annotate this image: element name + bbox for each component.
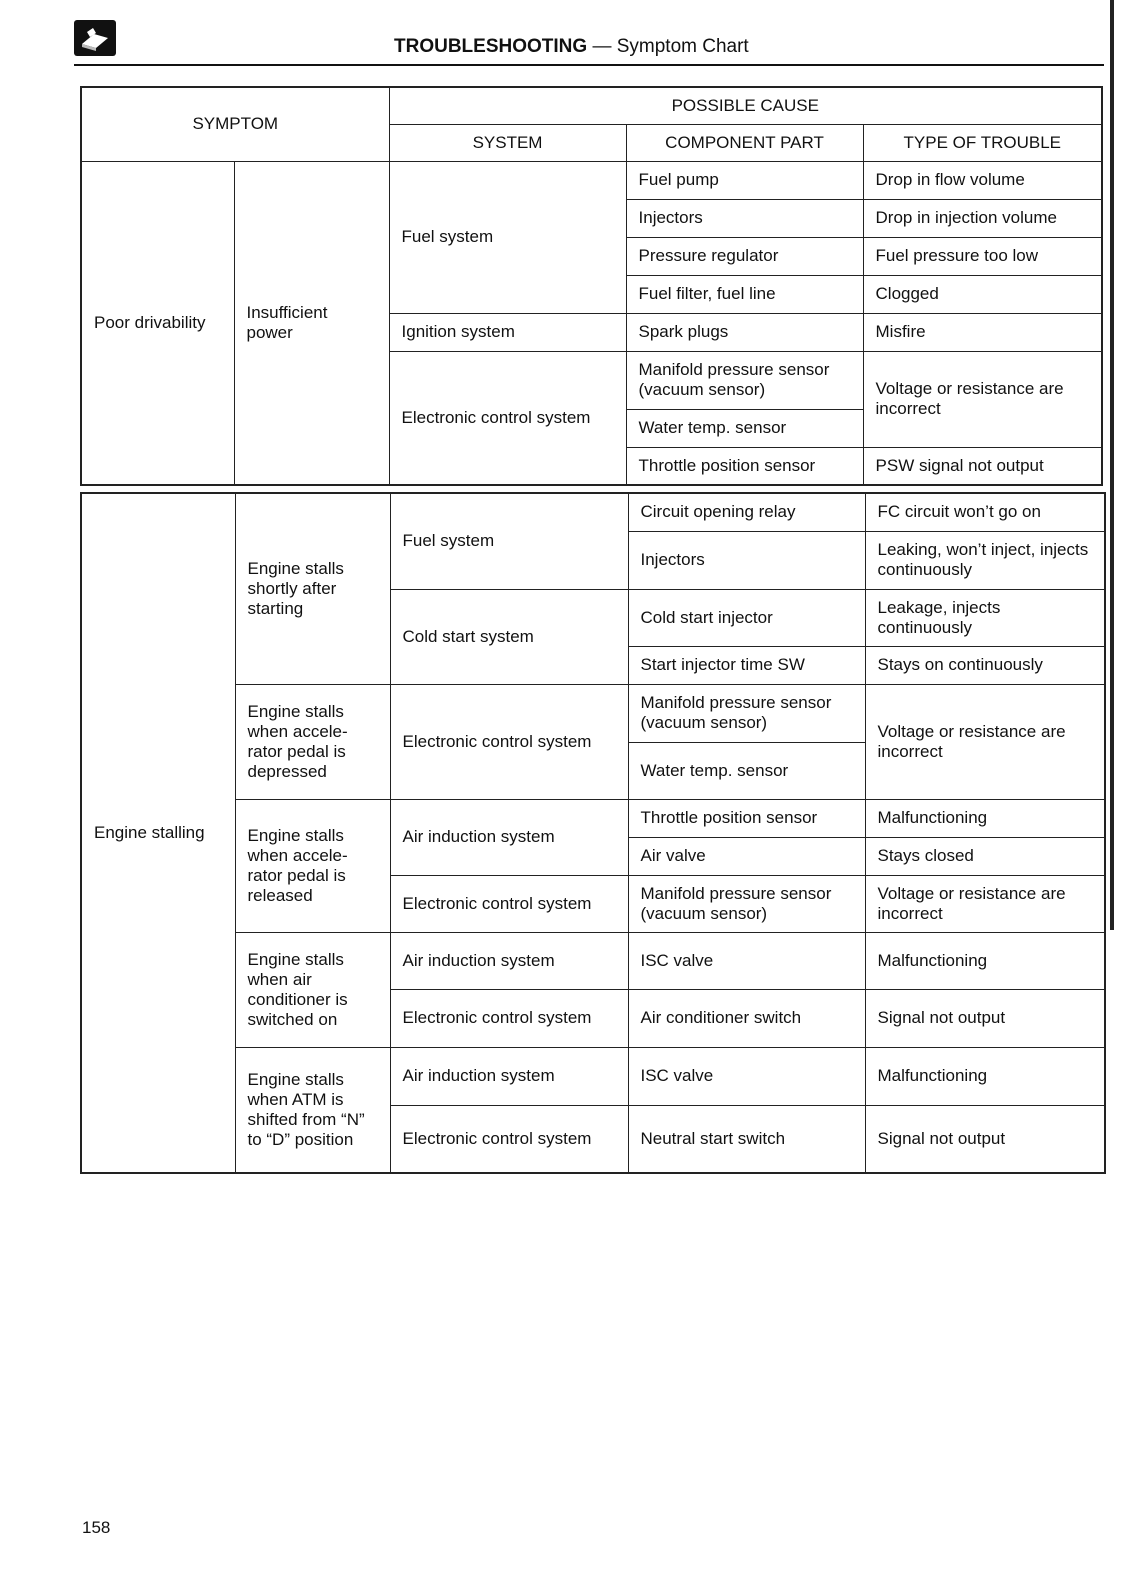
trouble-cell: Malfunctioning: [865, 799, 1105, 837]
trouble-cell: Leaking, won’t inject, injects continuously: [865, 531, 1105, 589]
system-cell: Air induction system: [390, 1047, 628, 1105]
trouble-cell: Leakage, injects continuously: [865, 589, 1105, 646]
type-of-trouble-header: TYPE OF TROUBLE: [863, 124, 1102, 161]
system-cell: Fuel system: [389, 161, 626, 313]
component-cell: Air valve: [628, 837, 865, 875]
component-cell: Air conditioner switch: [628, 989, 865, 1047]
trouble-cell: Drop in injection volume: [863, 199, 1102, 237]
component-part-header: COMPONENT PART: [626, 124, 863, 161]
symptom-header: SYMPTOM: [81, 87, 389, 161]
trouble-cell: Misfire: [863, 313, 1102, 351]
system-cell: Electronic control system: [390, 989, 628, 1047]
symptom-cell: Engine stalling: [81, 493, 235, 1173]
poor-drivability-table: [80, 86, 1103, 486]
component-cell: Spark plugs: [626, 313, 863, 351]
system-cell: Electronic control system: [390, 875, 628, 932]
trouble-cell: Stays on continuously: [865, 646, 1105, 684]
component-cell: Fuel pump: [626, 161, 863, 199]
system-cell: Fuel system: [390, 493, 628, 589]
component-cell: ISC valve: [628, 932, 865, 989]
sub-symptom-cell: Engine stalls when accele-rator pedal is depressed: [235, 684, 390, 799]
component-cell: Circuit opening relay: [628, 493, 865, 531]
trouble-cell: Stays closed: [865, 837, 1105, 875]
trouble-cell: Drop in flow volume: [863, 161, 1102, 199]
trouble-cell: Signal not output: [865, 1105, 1105, 1173]
header-rule: [74, 64, 1104, 66]
component-cell: ISC valve: [628, 1047, 865, 1105]
component-cell: Throttle position sensor: [626, 447, 863, 485]
sub-symptom-cell: Engine stalls when ATM is shifted from “N” to “D” position: [235, 1047, 390, 1173]
system-cell: Air induction system: [390, 932, 628, 989]
component-cell: Water temp. sensor: [628, 742, 865, 799]
trouble-cell: FC circuit won’t go on: [865, 493, 1105, 531]
page-edge: [1110, 0, 1114, 930]
system-cell: Cold start system: [390, 589, 628, 684]
trouble-cell: Voltage or resistance are incorrect: [865, 875, 1105, 932]
component-cell: Start injector time SW: [628, 646, 865, 684]
sub-symptom-cell: Engine stalls when accele-rator pedal is released: [235, 799, 390, 932]
component-cell: Throttle position sensor: [628, 799, 865, 837]
system-cell: Air induction system: [390, 799, 628, 875]
component-cell: Manifold pressure sensor (vacuum sensor): [628, 684, 865, 742]
component-cell: Fuel filter, fuel line: [626, 275, 863, 313]
component-cell: Neutral start switch: [628, 1105, 865, 1173]
component-cell: Injectors: [626, 199, 863, 237]
component-cell: Manifold pressure sensor (vacuum sensor): [628, 875, 865, 932]
system-cell: Electronic control system: [390, 684, 628, 799]
manual-book-icon: [74, 20, 116, 56]
system-header: SYSTEM: [389, 124, 626, 161]
system-cell: Electronic control system: [389, 351, 626, 485]
component-cell: Cold start injector: [628, 589, 865, 646]
trouble-cell: Voltage or resistance are incorrect: [865, 684, 1105, 799]
component-cell: Injectors: [628, 531, 865, 589]
component-cell: Pressure regulator: [626, 237, 863, 275]
trouble-cell: Voltage or resistance are incorrect: [863, 351, 1102, 447]
trouble-cell: Fuel pressure too low: [863, 237, 1102, 275]
component-cell: Manifold pressure sensor (vacuum sensor): [626, 351, 863, 409]
trouble-cell: Malfunctioning: [865, 932, 1105, 989]
trouble-cell: Malfunctioning: [865, 1047, 1105, 1105]
page-number: 158: [82, 1518, 111, 1537]
sub-symptom-cell: Insufficient power: [234, 161, 389, 485]
trouble-cell: Clogged: [863, 275, 1102, 313]
sub-symptom-cell: Engine stalls shortly after starting: [235, 493, 390, 684]
trouble-cell: Signal not output: [865, 989, 1105, 1047]
page-title: TROUBLESHOOTING — Symptom Chart: [394, 36, 749, 57]
sub-symptom-cell: Engine stalls when air conditioner is switched on: [235, 932, 390, 1047]
system-cell: Electronic control system: [390, 1105, 628, 1173]
system-cell: Ignition system: [389, 313, 626, 351]
symptom-cell: Poor drivability: [81, 161, 234, 485]
trouble-cell: PSW signal not output: [863, 447, 1102, 485]
possible-cause-header: POSSIBLE CAUSE: [389, 87, 1102, 124]
component-cell: Water temp. sensor: [626, 409, 863, 447]
engine-stalling-table: [80, 492, 1106, 1174]
